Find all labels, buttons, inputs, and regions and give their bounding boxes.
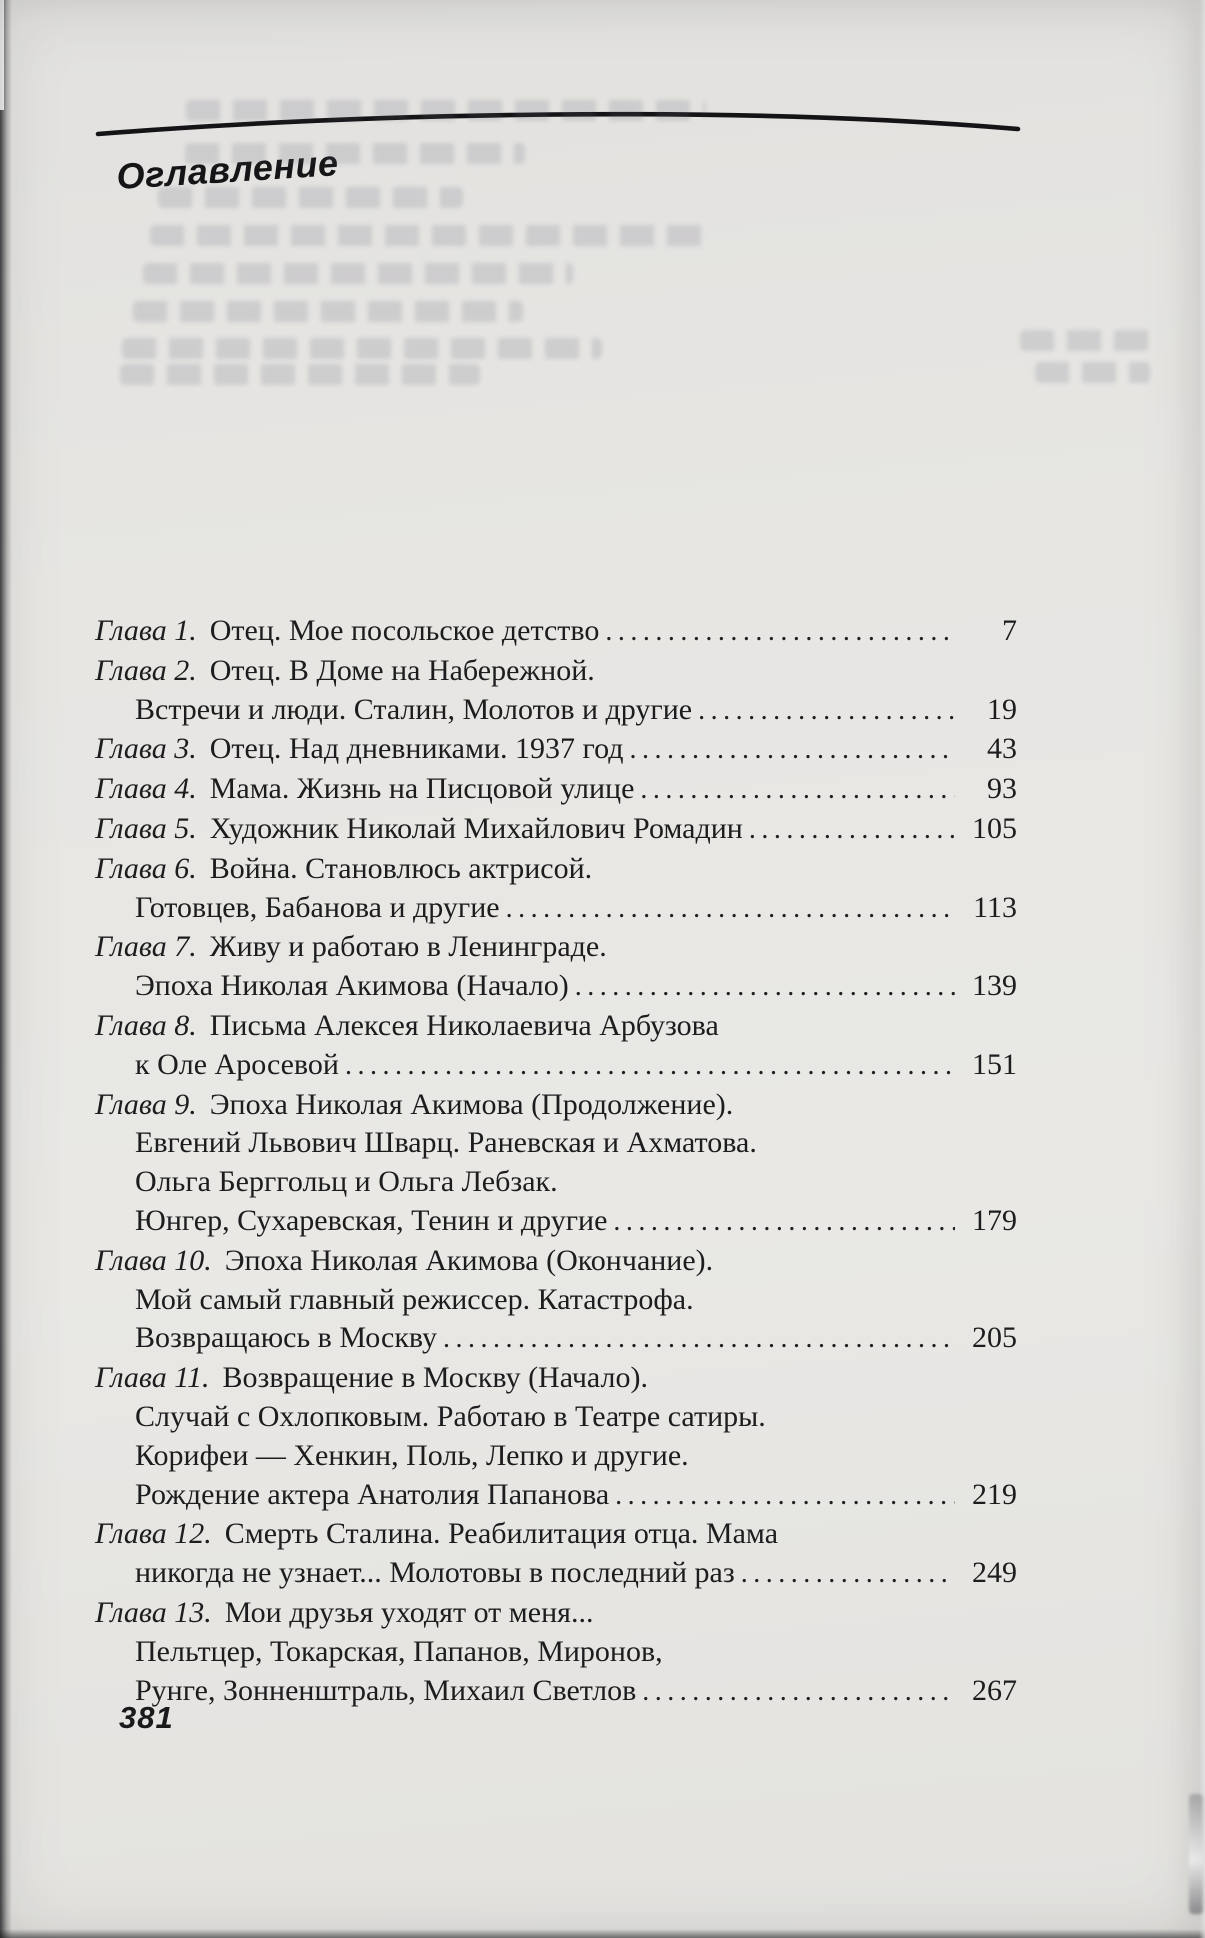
toc-chapter-label: Глава 2. xyxy=(95,653,197,687)
toc-line xyxy=(95,1398,1017,1437)
toc-entry-text: Отец. Над дневниками. 1937 год xyxy=(209,732,624,766)
toc-entry-text: Случай с Охлопковым. Работаю в Театре сатиры. xyxy=(135,1399,766,1433)
bleed-through-line xyxy=(143,263,573,284)
toc-chapter-label: Глава 13. xyxy=(95,1595,212,1629)
toc-line xyxy=(95,1437,1017,1476)
toc-line xyxy=(95,770,1017,810)
toc-line xyxy=(95,928,1017,967)
scan-edge-right xyxy=(1199,0,1205,1938)
dotted-leader xyxy=(575,968,955,1007)
toc-entry-text: никогда не узнает... Молотовы в последний раз xyxy=(135,1556,735,1590)
toc-line xyxy=(95,1633,1017,1672)
dotted-leader xyxy=(749,811,955,850)
dotted-leader xyxy=(615,1477,955,1516)
toc-entry-text: Эпоха Николая Акимова (Продолжение). xyxy=(209,1087,734,1121)
toc-entry-text: Возвращаюсь в Москву xyxy=(135,1321,438,1355)
toc-chapter-label: Глава 9. xyxy=(95,1087,197,1121)
toc-entry-text: Корифеи — Хенкин, Поль, Лепко и другие. xyxy=(135,1438,689,1472)
toc-page-number: 7 xyxy=(1002,614,1017,647)
toc-line xyxy=(95,1242,1017,1281)
bleed-through-line xyxy=(120,364,480,385)
toc-page-number: 43 xyxy=(987,732,1017,766)
toc-entry-text: Возвращение в Москву (Начало). xyxy=(222,1361,648,1395)
toc-line xyxy=(95,850,1017,889)
bleed-through-line xyxy=(1035,362,1150,383)
toc-line xyxy=(95,1319,1017,1359)
scan-corner-artifact xyxy=(1189,1794,1203,1914)
toc-chapter-label: Глава 3. xyxy=(95,732,197,766)
toc-line xyxy=(95,1163,1017,1202)
toc-entry-text: Отец. В Доме на Набережной. xyxy=(209,653,595,687)
dotted-leader xyxy=(613,1203,955,1242)
toc-chapter-label: Глава 6. xyxy=(95,851,197,885)
folio-page-number: 381 xyxy=(119,1700,174,1735)
toc-line xyxy=(95,612,1017,652)
toc-page-number: 105 xyxy=(972,811,1017,845)
dotted-leader xyxy=(443,1320,955,1359)
toc-entry-text: Эпоха Николая Акимова (Окончание). xyxy=(224,1243,714,1277)
toc-entry-text: Мама. Жизнь на Писцовой улице xyxy=(209,772,635,806)
toc-entry-text: Отец. Мое посольское детство xyxy=(209,614,600,647)
dotted-leader xyxy=(640,771,955,810)
toc-line xyxy=(95,1515,1017,1554)
toc-entry-text: Художник Николай Михайлович Ромадин xyxy=(209,811,743,845)
toc-line xyxy=(95,1046,1017,1086)
dotted-leader xyxy=(642,1673,955,1712)
toc-line xyxy=(95,810,1017,850)
toc-line xyxy=(95,1202,1017,1242)
toc-entry-text: Письма Алексея Николаевича Арбузова xyxy=(209,1008,719,1042)
toc-entry-text: Смерть Сталина. Реабилитация отца. Мама xyxy=(224,1517,779,1551)
dotted-leader xyxy=(741,1555,955,1594)
toc-line xyxy=(95,730,1017,770)
toc-entry-text: к Оле Аросевой xyxy=(135,1047,339,1081)
toc-chapter-label: Глава 7. xyxy=(95,930,197,964)
toc-page-number: 113 xyxy=(973,890,1017,924)
toc-entry-text: Рождение актера Анатолия Папанова xyxy=(135,1477,610,1511)
toc-page-number: 267 xyxy=(972,1673,1017,1707)
bleed-through-line xyxy=(1020,330,1150,351)
toc-entry-text: Мой самый главный режиссер. Катастрофа. xyxy=(135,1282,694,1316)
dotted-leader xyxy=(698,692,955,731)
toc-line xyxy=(95,1281,1017,1320)
page-title: Оглавление xyxy=(115,142,340,198)
toc-page-number: 93 xyxy=(987,772,1017,806)
toc-chapter-label: Глава 5. xyxy=(95,811,197,845)
dotted-leader xyxy=(506,890,955,929)
toc-chapter-label: Глава 11. xyxy=(95,1361,210,1395)
toc-entry-text: Мои друзья уходят от меня... xyxy=(224,1595,594,1629)
toc-line xyxy=(95,1476,1017,1516)
toc-page-number: 19 xyxy=(987,692,1017,726)
toc-entry-text: Пельтцер, Токарская, Папанов, Миронов, xyxy=(135,1634,663,1668)
toc-line xyxy=(95,1124,1017,1163)
toc-line xyxy=(95,1554,1017,1594)
bleed-through-line xyxy=(122,338,602,359)
toc-entry-text: Рунге, Зонненштраль, Михаил Светлов xyxy=(135,1673,637,1707)
toc-entry-text: Встречи и люди. Сталин, Молотов и другие xyxy=(135,692,693,726)
toc-page-number: 249 xyxy=(972,1556,1017,1590)
scan-edge-bottom xyxy=(0,1929,1205,1938)
dotted-leader xyxy=(629,731,955,770)
toc-page-number: 205 xyxy=(972,1321,1017,1355)
toc-line xyxy=(95,1086,1017,1125)
toc-page-number: 179 xyxy=(972,1203,1017,1237)
toc-entry-text: Евгений Львович Шварц. Раневская и Ахматова. xyxy=(135,1126,757,1160)
toc-page-number: 139 xyxy=(972,969,1017,1003)
bleed-through-line xyxy=(133,301,523,322)
toc-entry-text: Ольга Берггольц и Ольга Лебзак. xyxy=(135,1165,558,1199)
toc-page-number: 219 xyxy=(972,1477,1017,1511)
toc-chapter-label: Глава 10. xyxy=(95,1243,212,1277)
toc-entry-text: Юнгер, Сухаревская, Тенин и другие xyxy=(135,1203,608,1237)
dotted-leader xyxy=(605,613,955,652)
scan-edge-left xyxy=(0,0,12,1938)
scan-edge-left-highlight xyxy=(0,0,4,110)
toc-line xyxy=(95,1672,1017,1712)
toc-entry-text: Эпоха Николая Акимова (Начало) xyxy=(135,969,569,1003)
toc-chapter-label: Глава 8. xyxy=(95,1008,197,1042)
toc-line xyxy=(95,1007,1017,1046)
toc-entry-text: Готовцев, Бабанова и другие xyxy=(135,890,500,924)
toc-chapter-label: Глава 12. xyxy=(95,1517,212,1551)
toc-entry-text: Война. Становлюсь актрисой. xyxy=(209,851,593,885)
toc-line xyxy=(95,1359,1017,1398)
toc-list xyxy=(95,612,1017,1711)
dotted-leader xyxy=(345,1047,955,1086)
toc-entry-text: Живу и работаю в Ленинграде. xyxy=(209,930,607,964)
toc-chapter-label: Глава 1. xyxy=(95,614,197,647)
toc-line xyxy=(95,967,1017,1007)
toc-line xyxy=(95,652,1017,691)
toc-line xyxy=(95,691,1017,731)
toc-line xyxy=(95,889,1017,929)
toc-line xyxy=(95,1594,1017,1633)
bleed-through-line xyxy=(150,225,705,246)
toc-page-number: 151 xyxy=(972,1047,1017,1081)
toc-chapter-label: Глава 4. xyxy=(95,772,197,806)
